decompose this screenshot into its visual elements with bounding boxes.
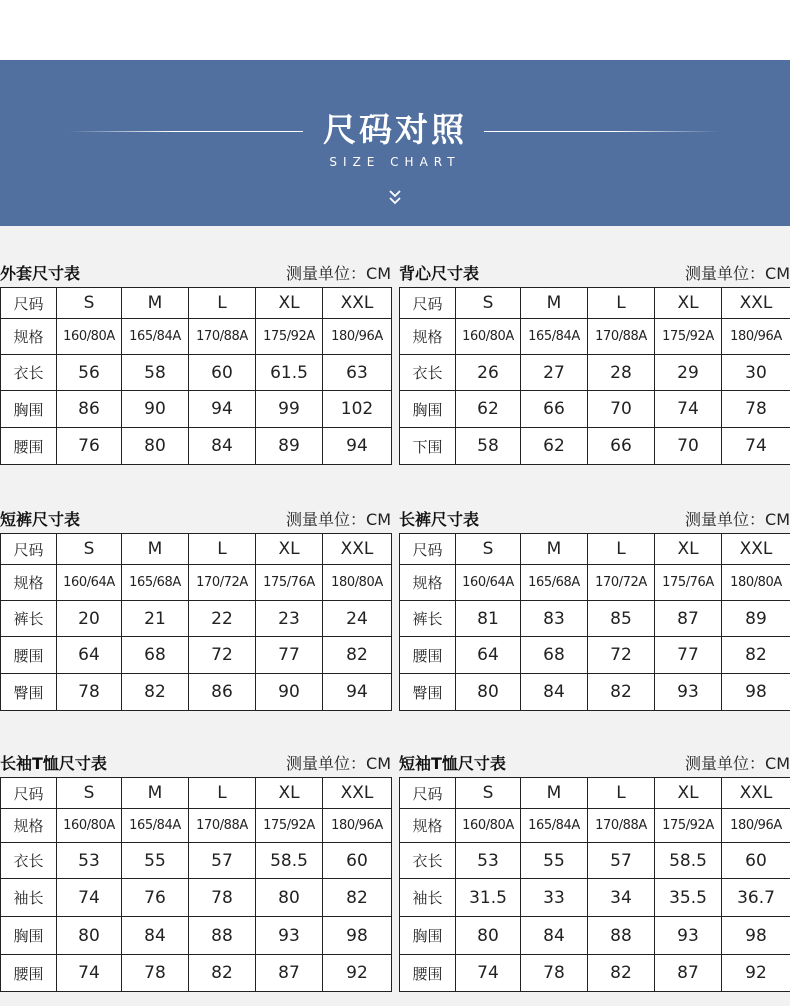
table-cell: 180/96A <box>323 809 392 843</box>
header-cell: XL <box>256 288 323 319</box>
header-cell: 尺码 <box>1 288 57 319</box>
table-header <box>399 507 790 533</box>
header-cell: 尺码 <box>400 288 456 319</box>
size-table-block <box>0 751 391 992</box>
double-chevron-down-icon <box>385 188 405 208</box>
table-row <box>400 319 790 355</box>
header-cell: M <box>521 534 588 565</box>
header-cell: XXL <box>722 534 790 565</box>
header-cell: S <box>57 534 122 565</box>
top-margin <box>0 0 790 60</box>
table-cell: 93 <box>655 917 722 955</box>
table-cell: 83 <box>521 601 588 637</box>
table-cell: 93 <box>256 917 323 955</box>
table-cell: 99 <box>256 391 323 428</box>
table-cell: 28 <box>588 355 655 391</box>
table-cell: 22 <box>189 601 256 637</box>
table-cell: 24 <box>323 601 392 637</box>
table-cell: 77 <box>655 637 722 674</box>
table-row <box>1 637 392 674</box>
table-cell: 160/80A <box>57 319 122 355</box>
table-cell: 93 <box>655 674 722 711</box>
table-cell: 36.7 <box>722 879 790 917</box>
table-row <box>400 955 790 992</box>
table-cell: 87 <box>655 955 722 992</box>
table-cell: 84 <box>521 674 588 711</box>
table-header-row <box>400 778 790 809</box>
table-cell: 165/68A <box>521 565 588 601</box>
table-row <box>400 428 790 465</box>
table-row <box>400 843 790 879</box>
table-header <box>0 507 391 533</box>
table-cell: 76 <box>122 879 189 917</box>
table-cell: 35.5 <box>655 879 722 917</box>
table-cell: 175/76A <box>655 565 722 601</box>
table-cell: 60 <box>189 355 256 391</box>
size-table <box>399 533 790 711</box>
table-cell: 92 <box>323 955 392 992</box>
table-cell: 80 <box>122 428 189 465</box>
header-cell: M <box>521 288 588 319</box>
table-cell: 88 <box>189 917 256 955</box>
row-label: 胸围 <box>400 917 456 955</box>
table-row <box>400 355 790 391</box>
table-cell: 74 <box>456 955 521 992</box>
header-cell: S <box>57 288 122 319</box>
table-cell: 175/76A <box>256 565 323 601</box>
table-cell: 20 <box>57 601 122 637</box>
table-cell: 29 <box>655 355 722 391</box>
size-table <box>399 777 790 992</box>
table-cell: 62 <box>521 428 588 465</box>
table-cell: 72 <box>189 637 256 674</box>
table-row <box>1 428 392 465</box>
table-header-row <box>400 288 790 319</box>
row-label: 衣长 <box>1 355 57 391</box>
table-cell: 175/92A <box>655 809 722 843</box>
table-cell: 57 <box>189 843 256 879</box>
row-label: 规格 <box>400 319 456 355</box>
table-cell: 82 <box>722 637 790 674</box>
table-cell: 160/64A <box>456 565 521 601</box>
table-header-row <box>1 778 392 809</box>
header-cell: 尺码 <box>400 778 456 809</box>
table-title: 长裤尺寸表 <box>399 510 480 529</box>
row-label: 袖长 <box>400 879 456 917</box>
row-label: 腰围 <box>400 955 456 992</box>
table-cell: 84 <box>521 917 588 955</box>
header-cell: S <box>456 534 521 565</box>
table-cell: 64 <box>456 637 521 674</box>
table-cell: 57 <box>588 843 655 879</box>
table-cell: 180/80A <box>323 565 392 601</box>
size-table-block <box>0 507 391 711</box>
table-cell: 77 <box>256 637 323 674</box>
table-cell: 74 <box>722 428 790 465</box>
table-cell: 170/88A <box>189 809 256 843</box>
header-cell: S <box>57 778 122 809</box>
row-label: 规格 <box>1 565 57 601</box>
header-cell: L <box>189 534 256 565</box>
table-cell: 74 <box>57 955 122 992</box>
table-header-row <box>400 534 790 565</box>
row-label: 裤长 <box>1 601 57 637</box>
table-title: 外套尺寸表 <box>0 264 81 283</box>
header-cell: XL <box>655 534 722 565</box>
table-cell: 85 <box>588 601 655 637</box>
table-header <box>399 261 790 287</box>
table-cell: 21 <box>122 601 189 637</box>
table-cell: 23 <box>256 601 323 637</box>
table-cell: 31.5 <box>456 879 521 917</box>
row-label: 下围 <box>400 428 456 465</box>
table-cell: 78 <box>122 955 189 992</box>
row-label: 臀围 <box>1 674 57 711</box>
header-cell: 尺码 <box>1 534 57 565</box>
table-cell: 170/88A <box>588 319 655 355</box>
table-cell: 80 <box>57 917 122 955</box>
table-row <box>400 391 790 428</box>
table-row <box>1 917 392 955</box>
table-cell: 82 <box>588 674 655 711</box>
table-cell: 66 <box>521 391 588 428</box>
size-table <box>0 777 392 992</box>
table-cell: 66 <box>588 428 655 465</box>
page-title: 尺码对照 <box>323 110 467 149</box>
table-cell: 82 <box>323 637 392 674</box>
table-title: 背心尺寸表 <box>399 264 480 283</box>
row-label: 腰围 <box>400 637 456 674</box>
row-label: 胸围 <box>400 391 456 428</box>
row-label: 腰围 <box>1 428 57 465</box>
table-cell: 34 <box>588 879 655 917</box>
size-table <box>399 287 790 465</box>
table-header <box>0 261 391 287</box>
table-row <box>1 879 392 917</box>
table-cell: 170/72A <box>189 565 256 601</box>
table-row <box>1 843 392 879</box>
table-cell: 90 <box>256 674 323 711</box>
header-cell: XXL <box>722 778 790 809</box>
table-row <box>1 355 392 391</box>
row-label: 裤长 <box>400 601 456 637</box>
size-chart-banner <box>0 60 790 226</box>
row-label: 腰围 <box>1 637 57 674</box>
table-header-row <box>1 534 392 565</box>
header-cell: M <box>521 778 588 809</box>
measure-unit: 测量单位：CM <box>286 754 391 773</box>
table-row <box>1 955 392 992</box>
table-cell: 165/84A <box>521 319 588 355</box>
table-cell: 81 <box>456 601 521 637</box>
table-row <box>400 674 790 711</box>
table-cell: 94 <box>323 674 392 711</box>
row-label: 衣长 <box>400 355 456 391</box>
header-cell: XL <box>256 534 323 565</box>
table-cell: 82 <box>323 879 392 917</box>
table-cell: 160/80A <box>57 809 122 843</box>
header-cell: M <box>122 534 189 565</box>
table-header-row <box>1 288 392 319</box>
table-cell: 180/96A <box>722 809 790 843</box>
table-row <box>400 565 790 601</box>
table-cell: 74 <box>655 391 722 428</box>
table-row <box>400 809 790 843</box>
size-table-block <box>399 507 790 711</box>
table-cell: 175/92A <box>256 319 323 355</box>
header-cell: XL <box>256 778 323 809</box>
header-cell: L <box>588 288 655 319</box>
size-table-block <box>399 751 790 992</box>
header-cell: XXL <box>323 534 392 565</box>
table-cell: 94 <box>323 428 392 465</box>
table-cell: 165/68A <box>122 565 189 601</box>
table-cell: 87 <box>655 601 722 637</box>
row-label: 衣长 <box>400 843 456 879</box>
table-cell: 90 <box>122 391 189 428</box>
table-cell: 78 <box>722 391 790 428</box>
table-row <box>400 879 790 917</box>
row-label: 袖长 <box>1 879 57 917</box>
header-cell: S <box>456 288 521 319</box>
table-cell: 58 <box>456 428 521 465</box>
table-cell: 62 <box>456 391 521 428</box>
table-cell: 61.5 <box>256 355 323 391</box>
row-label: 规格 <box>1 319 57 355</box>
table-cell: 160/80A <box>456 319 521 355</box>
table-cell: 80 <box>456 674 521 711</box>
table-cell: 84 <box>122 917 189 955</box>
table-cell: 68 <box>122 637 189 674</box>
table-cell: 55 <box>521 843 588 879</box>
table-cell: 63 <box>323 355 392 391</box>
table-header <box>0 751 391 777</box>
table-cell: 82 <box>189 955 256 992</box>
header-cell: 尺码 <box>1 778 57 809</box>
row-label: 衣长 <box>1 843 57 879</box>
table-cell: 58 <box>122 355 189 391</box>
table-cell: 87 <box>256 955 323 992</box>
row-label: 胸围 <box>1 917 57 955</box>
header-cell: XL <box>655 288 722 319</box>
measure-unit: 测量单位：CM <box>685 510 790 529</box>
header-cell: XXL <box>323 288 392 319</box>
size-table-block <box>0 261 391 465</box>
table-cell: 82 <box>122 674 189 711</box>
table-cell: 68 <box>521 637 588 674</box>
table-cell: 58.5 <box>256 843 323 879</box>
table-cell: 82 <box>588 955 655 992</box>
page-subtitle: SIZE CHART <box>329 155 461 169</box>
header-cell: L <box>588 778 655 809</box>
table-row <box>1 601 392 637</box>
table-title: 长袖T恤尺寸表 <box>0 754 107 773</box>
table-cell: 89 <box>256 428 323 465</box>
table-cell: 80 <box>256 879 323 917</box>
size-table-block <box>399 261 790 465</box>
table-cell: 33 <box>521 879 588 917</box>
table-cell: 92 <box>722 955 790 992</box>
table-cell: 78 <box>521 955 588 992</box>
table-cell: 94 <box>189 391 256 428</box>
table-cell: 80 <box>456 917 521 955</box>
header-cell: L <box>189 778 256 809</box>
row-label: 规格 <box>400 565 456 601</box>
table-cell: 98 <box>323 917 392 955</box>
header-cell: XL <box>655 778 722 809</box>
table-cell: 98 <box>722 917 790 955</box>
table-cell: 72 <box>588 637 655 674</box>
table-cell: 58.5 <box>655 843 722 879</box>
measure-unit: 测量单位：CM <box>286 264 391 283</box>
header-cell: S <box>456 778 521 809</box>
table-cell: 26 <box>456 355 521 391</box>
measure-unit: 测量单位：CM <box>286 510 391 529</box>
table-cell: 70 <box>588 391 655 428</box>
table-cell: 70 <box>655 428 722 465</box>
table-row <box>1 565 392 601</box>
header-cell: M <box>122 288 189 319</box>
table-cell: 78 <box>189 879 256 917</box>
table-cell: 180/96A <box>722 319 790 355</box>
table-cell: 60 <box>323 843 392 879</box>
table-cell: 53 <box>456 843 521 879</box>
table-cell: 27 <box>521 355 588 391</box>
table-cell: 170/88A <box>588 809 655 843</box>
table-row <box>400 637 790 674</box>
row-label: 胸围 <box>1 391 57 428</box>
table-cell: 55 <box>122 843 189 879</box>
table-cell: 88 <box>588 917 655 955</box>
header-cell: M <box>122 778 189 809</box>
header-cell: 尺码 <box>400 534 456 565</box>
header-cell: XXL <box>323 778 392 809</box>
table-cell: 165/84A <box>521 809 588 843</box>
table-row <box>1 809 392 843</box>
row-label: 规格 <box>1 809 57 843</box>
table-cell: 175/92A <box>256 809 323 843</box>
table-cell: 165/84A <box>122 809 189 843</box>
table-cell: 30 <box>722 355 790 391</box>
header-cell: XXL <box>722 288 790 319</box>
row-label: 规格 <box>400 809 456 843</box>
table-cell: 64 <box>57 637 122 674</box>
table-title: 短袖T恤尺寸表 <box>399 754 506 773</box>
table-cell: 102 <box>323 391 392 428</box>
table-cell: 89 <box>722 601 790 637</box>
table-cell: 165/84A <box>122 319 189 355</box>
table-cell: 86 <box>189 674 256 711</box>
table-cell: 180/80A <box>722 565 790 601</box>
table-cell: 78 <box>57 674 122 711</box>
table-cell: 170/72A <box>588 565 655 601</box>
table-cell: 76 <box>57 428 122 465</box>
table-cell: 60 <box>722 843 790 879</box>
table-cell: 160/64A <box>57 565 122 601</box>
row-label: 腰围 <box>1 955 57 992</box>
measure-unit: 测量单位：CM <box>685 264 790 283</box>
table-cell: 180/96A <box>323 319 392 355</box>
table-row <box>1 391 392 428</box>
measure-unit: 测量单位：CM <box>685 754 790 773</box>
table-row <box>400 601 790 637</box>
row-label: 臀围 <box>400 674 456 711</box>
table-cell: 74 <box>57 879 122 917</box>
header-cell: L <box>189 288 256 319</box>
table-title: 短裤尺寸表 <box>0 510 81 529</box>
size-table <box>0 533 392 711</box>
table-cell: 175/92A <box>655 319 722 355</box>
table-cell: 170/88A <box>189 319 256 355</box>
table-header <box>399 751 790 777</box>
header-cell: L <box>588 534 655 565</box>
table-cell: 53 <box>57 843 122 879</box>
table-cell: 98 <box>722 674 790 711</box>
table-cell: 160/80A <box>456 809 521 843</box>
table-row <box>1 674 392 711</box>
table-cell: 86 <box>57 391 122 428</box>
table-cell: 84 <box>189 428 256 465</box>
table-cell: 56 <box>57 355 122 391</box>
table-row <box>400 917 790 955</box>
table-row <box>1 319 392 355</box>
size-table <box>0 287 392 465</box>
